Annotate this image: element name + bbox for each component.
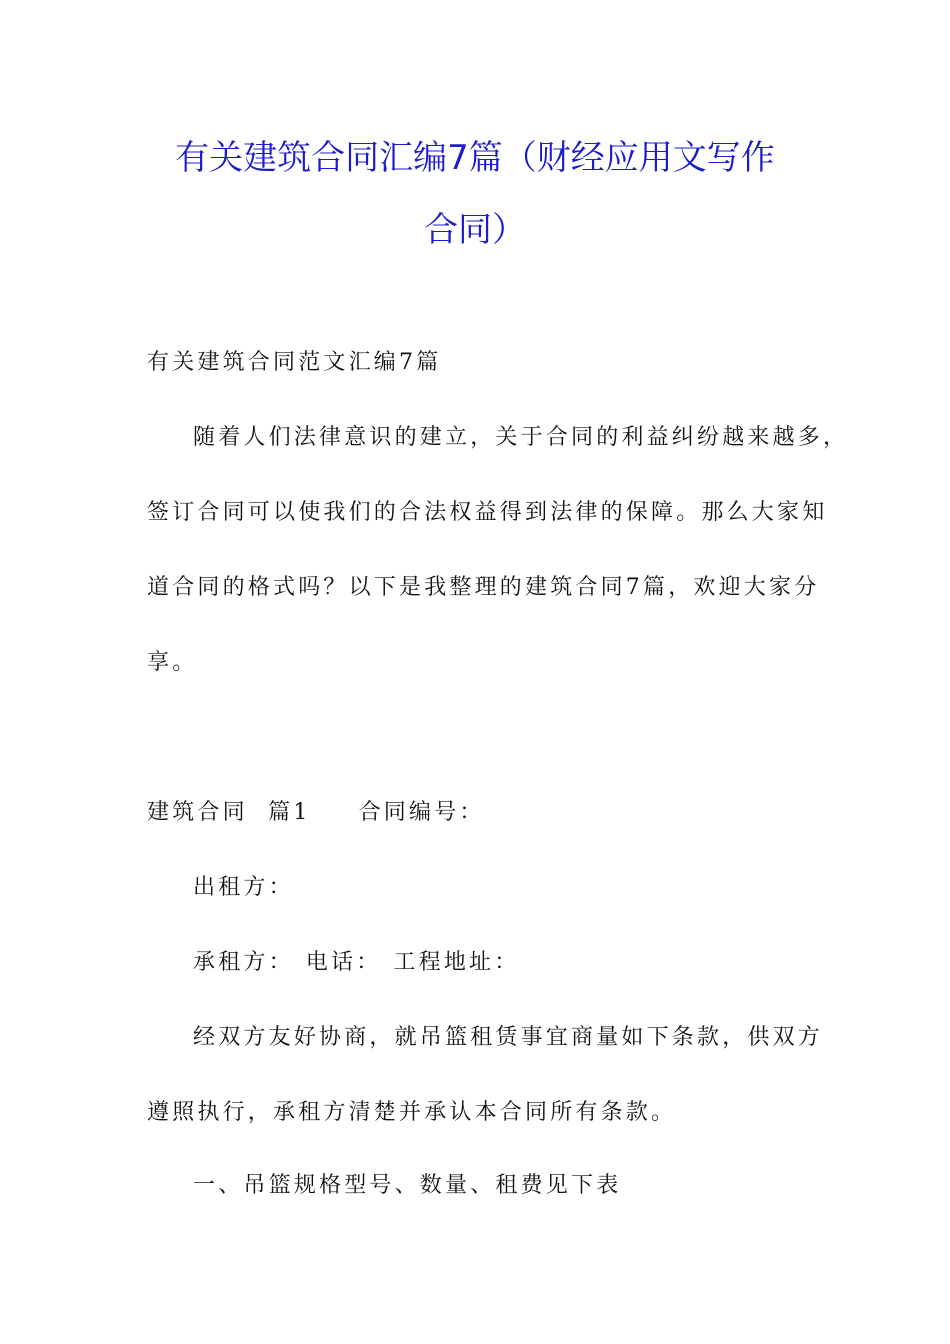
lessee-row: [193, 945, 519, 976]
agreement-line-2: 遵照执行，承租方清楚并承认本合同所有条款。: [147, 1100, 677, 1125]
document-subtitle: 有关建筑合同范文汇编7篇: [147, 350, 442, 375]
lessee-label: 承租方：: [193, 950, 294, 975]
document-title-line2: 合同）: [424, 210, 526, 250]
site-label: 工程地址：: [393, 950, 520, 975]
intro-line-3: 道合同的格式吗？以下是我整理的建筑合同7篇，欢迎大家分: [147, 575, 820, 600]
clause-1: 一、吊篮规格型号、数量、租费见下表: [193, 1173, 622, 1198]
document-title-line1: 有关建筑合同汇编7篇（财经应用文写作: [175, 138, 775, 178]
agreement-line-1: 经双方友好协商，就吊篮租赁事宜商量如下条款，供双方: [193, 1025, 824, 1050]
contract-number-label: 合同编号：: [358, 800, 485, 825]
intro-line-1: 随着人们法律意识的建立，关于合同的利益纠纷越来越多，: [193, 425, 849, 450]
intro-line-4: 享。: [147, 650, 198, 675]
section-heading: 建筑合同 篇1: [147, 800, 311, 825]
phone-label: 电话：: [305, 950, 382, 975]
intro-line-2: 签订合同可以使我们的合法权益得到法律的保障。那么大家知: [147, 500, 828, 525]
section-heading-row: [147, 795, 485, 826]
lessor-label: 出租方：: [193, 875, 294, 900]
